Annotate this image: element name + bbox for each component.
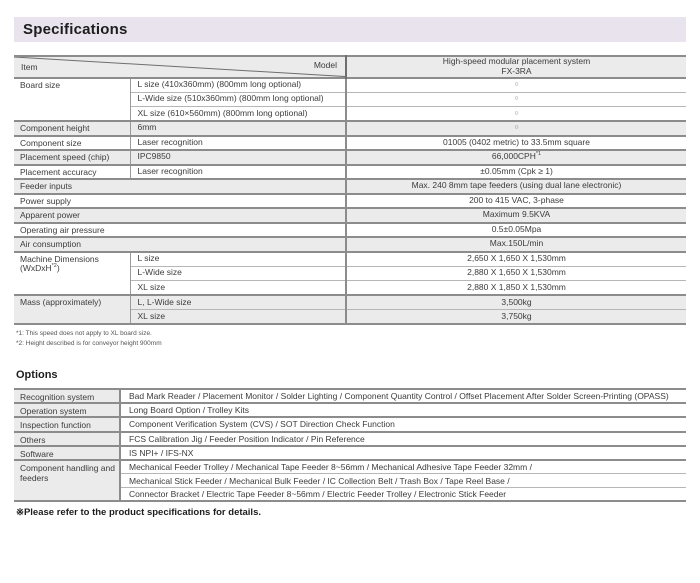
spec-subitem-cell: XL size (610×560mm) (800mm long optional) — [130, 107, 346, 122]
options-category-cell: Others — [14, 432, 120, 446]
spec-value-cell: 200 to 415 VAC, 3-phase — [346, 194, 686, 209]
spec-row — [14, 78, 686, 93]
spec-item-cell: Power supply — [14, 194, 346, 209]
spec-subitem-cell: L size — [130, 252, 346, 267]
options-title: Options — [16, 369, 58, 382]
spec-subitem-cell: XL size — [130, 281, 346, 296]
spec-item-cell: Operating air pressure — [14, 223, 346, 238]
spec-row — [14, 208, 686, 223]
spec-value-cell: 2,650 X 1,650 X 1,530mm — [346, 252, 686, 267]
spec-row — [14, 223, 686, 238]
options-value-cell: Mechanical Feeder Trolley / Mechanical Tape Feeder 8~56mm / Mechanical Adhesive Tape Feeder 32mm / — [120, 460, 686, 474]
options-value-cell: Mechanical Stick Feeder / Mechanical Bulk Feeder / IC Collection Belt / Trash Box / Tape Reel Base / — [120, 474, 686, 488]
item-header-label: Item — [21, 61, 38, 72]
options-row — [14, 446, 686, 460]
spec-value-cell: 2,880 X 1,650 X 1,530mm — [346, 266, 686, 281]
page-title: Specifications — [14, 17, 686, 42]
spec-item-cell: Feeder inputs — [14, 179, 346, 194]
spec-subitem-cell: 6mm — [130, 121, 346, 136]
spec-value-cell: 66,000CPH$^{*1}$ — [346, 150, 686, 165]
spec-item-cell: Component size — [14, 136, 130, 151]
footnote-2: *2: Height described is for conveyor height 900mm — [16, 340, 162, 348]
options-category-cell: Recognition system — [14, 389, 120, 403]
spec-subitem-cell: L, L-Wide size — [130, 295, 346, 310]
options-value-cell: IS NPI+ / IFS-NX — [120, 446, 686, 460]
spec-subitem-cell: IPC9850 — [130, 150, 346, 165]
options-table — [14, 388, 686, 502]
spec-row — [14, 121, 686, 136]
options-row — [14, 389, 686, 403]
spec-item-cell: Placement accuracy — [14, 165, 130, 180]
spec-row — [14, 150, 686, 165]
spec-item-cell: Board size — [14, 78, 130, 122]
spec-footnotes — [14, 329, 686, 349]
spec-value-cell: Max. 240 8mm tape feeders (using dual lane electronic) — [346, 179, 686, 194]
footer-note: ※Please refer to the product specifications for details. — [16, 507, 261, 519]
spec-row — [14, 194, 686, 209]
spec-value-cell: Max.150L/min — [346, 237, 686, 252]
options-value-cell: Long Board Option / Trolley Kits — [120, 403, 686, 417]
options-value-cell: Connector Bracket / Electric Tape Feeder 8~56mm / Electric Feeder Trolley / Electronic Stick Feeder — [120, 488, 686, 502]
options-row — [14, 460, 686, 474]
spec-item-cell: Mass (approximately) — [14, 295, 130, 324]
spec-value-cell: 3,500kg — [346, 295, 686, 310]
options-row — [14, 417, 686, 431]
spec-applicable-circle: ○ — [346, 92, 686, 107]
spec-value-cell: 3,750kg — [346, 310, 686, 325]
spec-item-cell: Component height — [14, 121, 130, 136]
spec-row — [14, 295, 686, 310]
options-category-cell: Inspection function — [14, 417, 120, 431]
spec-row — [14, 179, 686, 194]
model-name-cell — [346, 56, 686, 78]
spec-subitem-cell: L-Wide size (510x360mm) (800mm long optional) — [130, 92, 346, 107]
spec-row — [14, 136, 686, 151]
options-value-cell: Bad Mark Reader / Placement Monitor / Solder Lighting / Component Quantity Control / Offset Placement After Solder Screen-Printing (OPASS) — [120, 389, 686, 403]
options-category-cell: Component handling and feeders — [14, 460, 120, 501]
model-name-line1: High-speed modular placement system — [442, 56, 591, 66]
model-header-label: Model — [313, 60, 337, 70]
options-value-cell: Component Verification System (CVS) / SOT Direction Check Function — [120, 417, 686, 431]
options-table-body — [14, 389, 686, 501]
spec-row — [14, 252, 686, 267]
diagonal-line — [14, 57, 345, 77]
options-value-cell: FCS Calibration Jig / Feeder Position Indicator / Pin Reference — [120, 432, 686, 446]
spec-value-cell: 0.5±0.05Mpa — [346, 223, 686, 238]
spec-item-cell: Machine Dimensions (WxDxH$^{*2}$) — [14, 252, 130, 296]
spec-value-cell: ±0.05mm (Cpk ≥ 1) — [346, 165, 686, 180]
spec-table-body — [14, 56, 686, 324]
spec-subitem-cell: L-Wide size — [130, 266, 346, 281]
spec-applicable-circle: ○ — [346, 107, 686, 122]
spec-row — [14, 165, 686, 180]
spec-applicable-circle: ○ — [346, 121, 686, 136]
footnote-1: *1: This speed does not apply to XL board size. — [16, 330, 152, 338]
spec-value-cell: Maximum 9.5KVA — [346, 208, 686, 223]
spec-value-cell: 01005 (0402 metric) to 33.5mm square — [346, 136, 686, 151]
specifications-table — [14, 55, 686, 325]
options-category-cell: Operation system — [14, 403, 120, 417]
spec-item-cell: Placement speed (chip) — [14, 150, 130, 165]
spec-header-row — [14, 56, 686, 78]
options-category-cell: Software — [14, 446, 120, 460]
spec-item-cell: Air consumption — [14, 237, 346, 252]
options-row — [14, 432, 686, 446]
spec-value-cell: 2,880 X 1,850 X 1,530mm — [346, 281, 686, 296]
spec-row — [14, 237, 686, 252]
spec-item-cell: Apparent power — [14, 208, 346, 223]
spec-subitem-cell: Laser recognition — [130, 165, 346, 180]
spec-subitem-cell: L size (410x360mm) (800mm long optional) — [130, 78, 346, 93]
spec-subitem-cell: XL size — [130, 310, 346, 325]
spec-subitem-cell: Laser recognition — [130, 136, 346, 151]
diagonal-header-cell — [14, 56, 346, 78]
spec-applicable-circle: ○ — [346, 78, 686, 93]
model-name-line2: FX-3RA — [501, 65, 532, 76]
options-row — [14, 403, 686, 417]
